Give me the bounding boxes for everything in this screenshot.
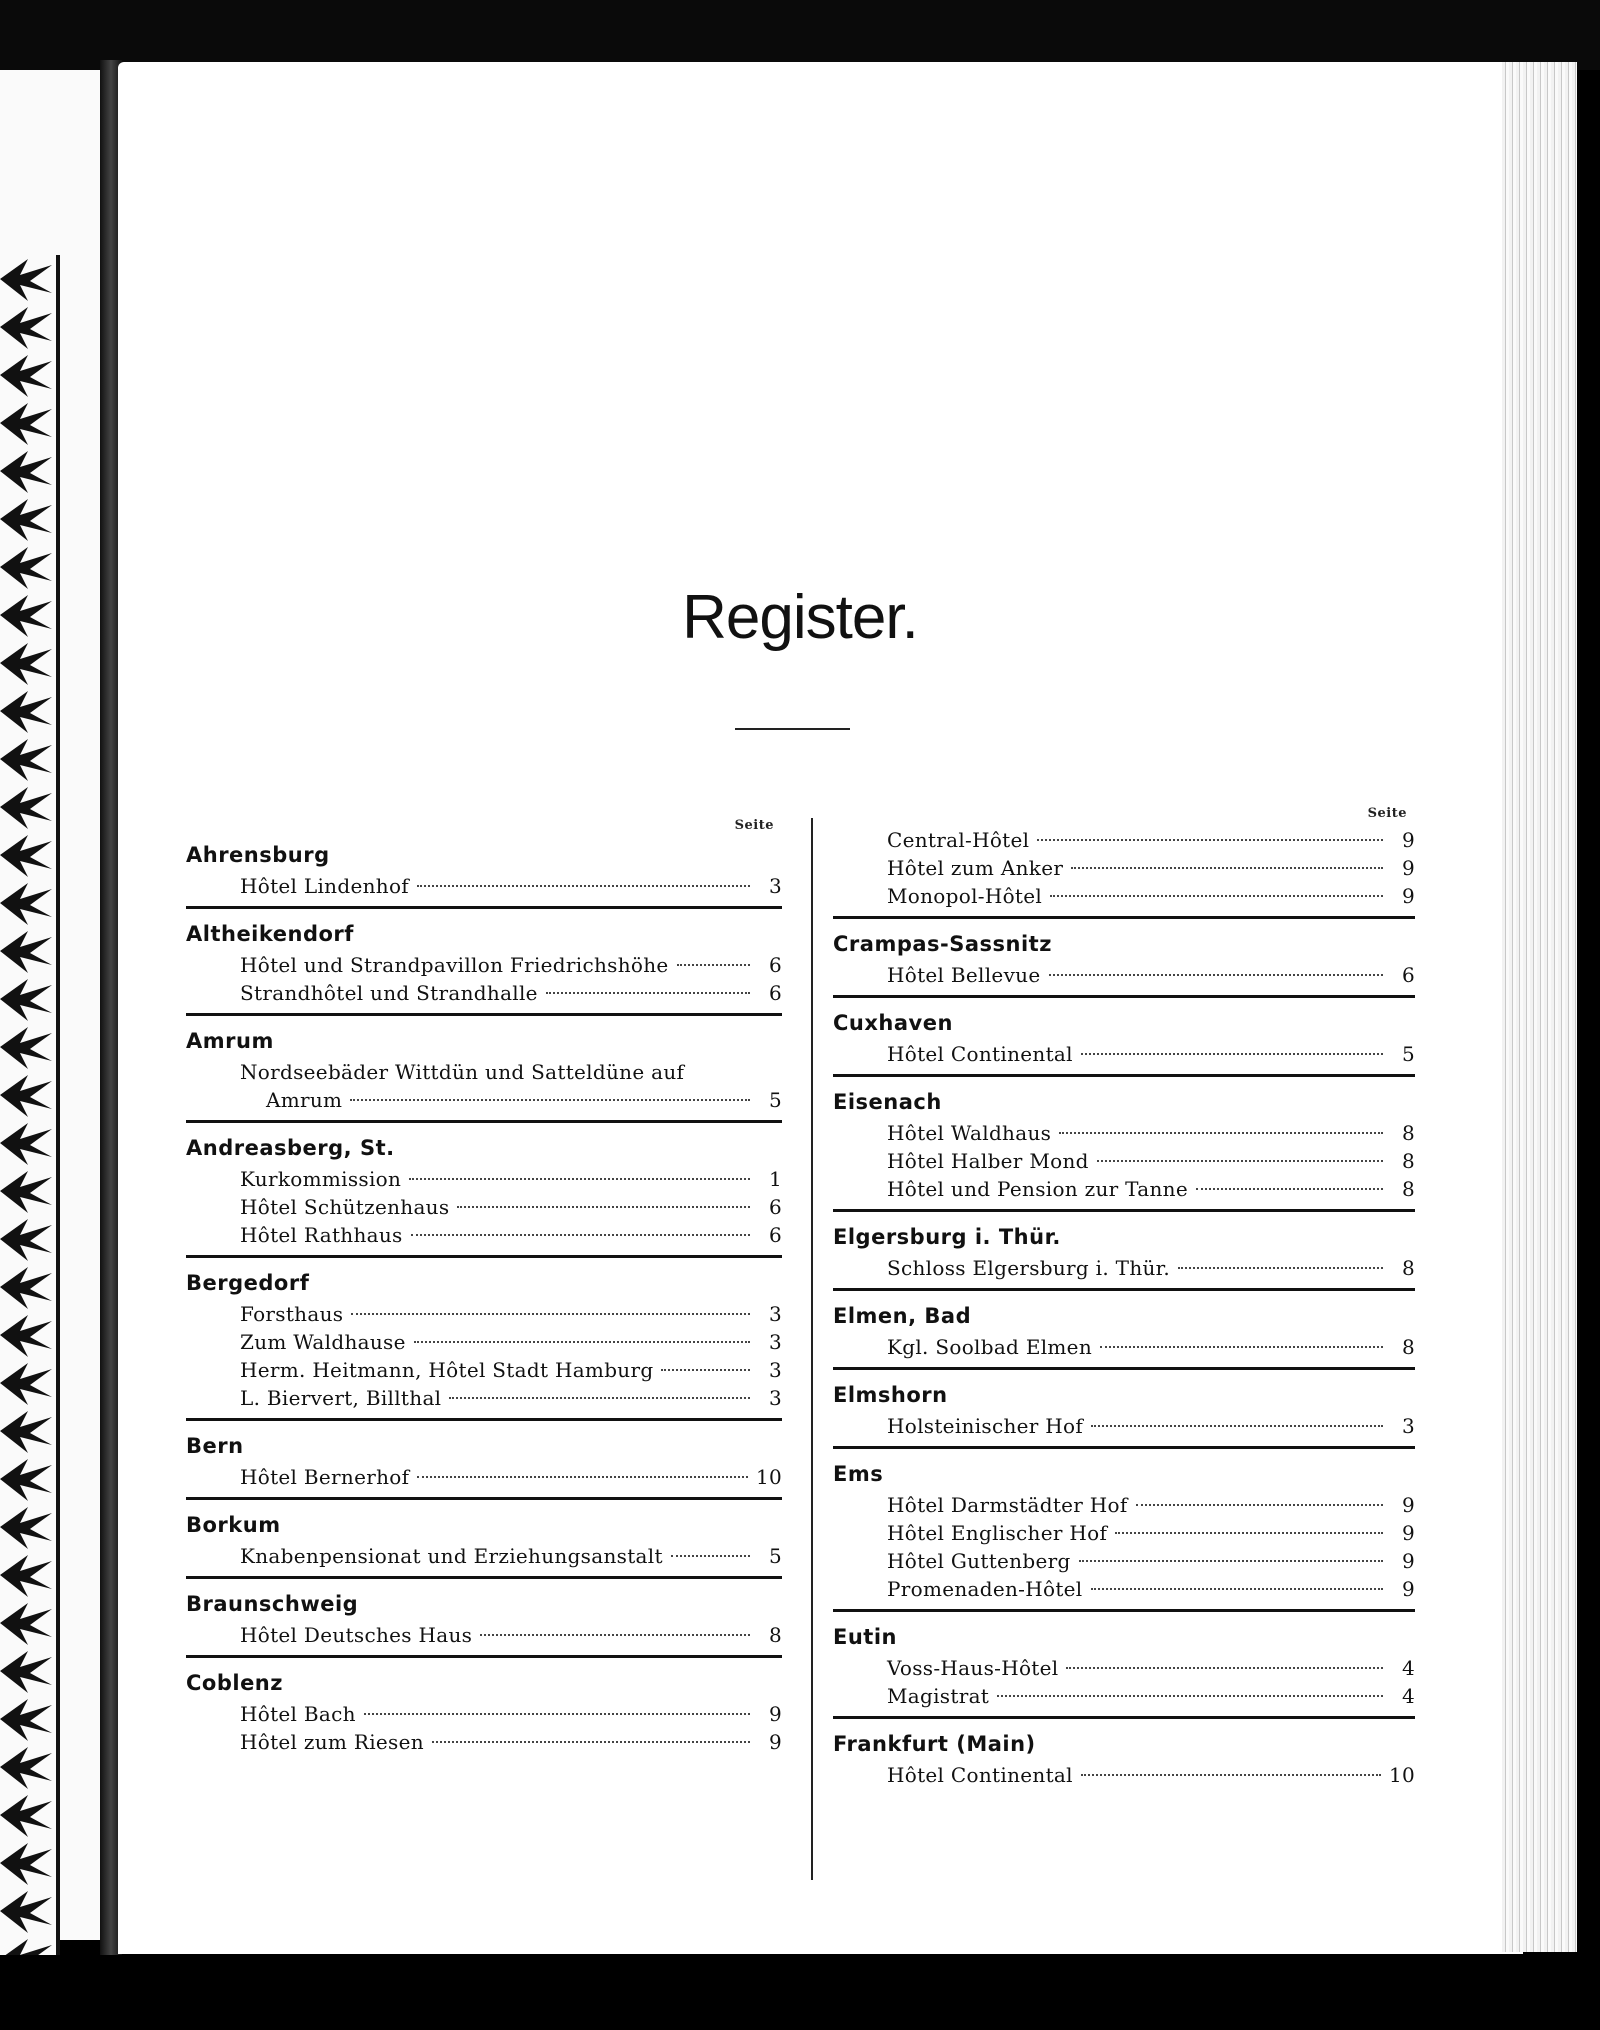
section-eutin [833,1620,1415,1719]
entry-page: 8 [1401,1149,1415,1173]
entry-label: Hôtel Halber Mond [887,1149,1089,1173]
leader-dots [1079,1560,1383,1562]
index-entry [833,1654,1415,1682]
entry-page: 3 [768,1358,782,1382]
entry-page: 8 [1401,1335,1415,1359]
entry-label: Hôtel und Pension zur Tanne [887,1177,1188,1201]
entry-page: 3 [768,1386,782,1410]
section-amrum [186,1024,782,1123]
entry-page: 4 [1401,1684,1415,1708]
leader-dots [1100,1346,1383,1348]
entry-page: 6 [768,981,782,1005]
section-braunschweig [186,1587,782,1658]
left-page-edge [0,70,112,1940]
entry-label: Hôtel Continental [887,1763,1073,1787]
entry-label: Hôtel Guttenberg [887,1549,1071,1573]
seite-label: Seite [1367,806,1407,821]
seite-label: Seite [734,818,774,833]
index-entry [833,1575,1415,1603]
right-column [833,806,1415,1795]
leader-dots [417,885,750,887]
leader-dots [1136,1504,1383,1506]
entry-page: 1 [768,1167,782,1191]
leaf-ornament-border [0,255,60,1955]
entry-label: Hôtel Schützenhaus [240,1195,450,1219]
index-entry [186,1058,782,1086]
entry-label: Hôtel Deutsches Haus [240,1623,473,1647]
index-entry [186,1356,782,1384]
section-altheikendorf [186,917,782,1016]
section-coblenz-continued [833,826,1415,919]
section-heading: Elmshorn [833,1383,948,1407]
title-rule [735,728,850,730]
index-entry [186,1328,782,1356]
entry-page: 3 [768,1302,782,1326]
leader-dots [1037,839,1383,841]
section-heading: Borkum [186,1513,281,1537]
index-entry [186,1221,782,1249]
entry-label: Nordseebäder Wittdün und Satteldüne auf [240,1060,685,1084]
index-entry [833,1491,1415,1519]
leader-dots [1115,1532,1383,1534]
entry-label: Schloss Elgersburg i. Thür. [887,1256,1171,1280]
leader-dots [449,1397,750,1399]
index-entry [833,1761,1415,1789]
entry-page: 5 [768,1088,782,1112]
leader-dots [661,1369,750,1371]
index-entry [186,1193,782,1221]
section-bern [186,1429,782,1500]
section-frankfurt-main [833,1727,1415,1795]
index-entry [833,1682,1415,1710]
index-entry [833,854,1415,882]
entry-label: Zum Waldhause [240,1330,406,1354]
entry-label: L. Biervert, Billthal [240,1386,442,1410]
index-entry [833,1147,1415,1175]
leader-dots [1097,1160,1383,1162]
section-ahrensburg [186,838,782,909]
index-entry [186,1621,782,1649]
entry-label: Hôtel zum Riesen [240,1730,424,1754]
leader-dots [997,1695,1383,1697]
column-divider [811,818,813,1880]
leader-dots [1081,1053,1383,1055]
entry-page: 8 [768,1623,782,1647]
section-elmshorn [833,1378,1415,1449]
index-entry [833,1175,1415,1203]
bottom-shadow-band [0,1955,1600,2030]
leader-dots [350,1099,750,1101]
index-entry [186,951,782,979]
leader-dots [414,1341,750,1343]
entry-page: 9 [1401,1577,1415,1601]
entry-page: 4 [1401,1656,1415,1680]
leader-dots [364,1713,750,1715]
index-entry [833,882,1415,910]
entry-page: 8 [1401,1121,1415,1145]
entry-page: 6 [768,1223,782,1247]
leader-dots [351,1313,750,1315]
leader-dots [1091,1588,1384,1590]
leader-dots [1178,1267,1383,1269]
leader-dots [671,1555,750,1557]
entry-label: Hôtel Bellevue [887,963,1041,987]
entry-label: Hôtel Englischer Hof [887,1521,1108,1545]
section-heading: Andreasberg, St. [186,1136,395,1160]
index-entry [186,1086,782,1114]
entry-label: Knabenpensionat und Erziehungsanstalt [240,1544,663,1568]
index-entry [186,1165,782,1193]
entry-label: Hôtel zum Anker [887,856,1064,880]
entry-page: 9 [1401,828,1415,852]
top-shadow-band [0,0,1600,70]
section-heading: Ahrensburg [186,843,330,867]
entry-label: Holsteinischer Hof [887,1414,1084,1438]
leader-dots [480,1634,750,1636]
entry-page: 6 [1401,963,1415,987]
entry-page: 9 [1401,1521,1415,1545]
section-heading: Elgersburg i. Thür. [833,1225,1061,1249]
section-heading: Eisenach [833,1090,942,1114]
index-entry [833,1119,1415,1147]
section-heading: Altheikendorf [186,922,354,946]
entry-label: Voss-Haus-Hôtel [887,1656,1059,1680]
entry-label: Promenaden-Hôtel [887,1577,1083,1601]
entry-page: 5 [1401,1042,1415,1066]
section-heading: Bergedorf [186,1271,310,1295]
entry-page: 10 [1388,1763,1415,1787]
section-heading: Elmen, Bad [833,1304,972,1328]
index-entry [186,1542,782,1570]
entry-label: Magistrat [887,1684,990,1708]
entry-label: Amrum [266,1088,343,1112]
entry-page: 9 [1401,856,1415,880]
entry-page: 9 [768,1702,782,1726]
section-andreasberg [186,1131,782,1258]
leader-dots [457,1206,750,1208]
index-entry [833,1040,1415,1068]
entry-label: Central-Hôtel [887,828,1030,852]
entry-label: Hôtel Lindenhof [240,874,410,898]
page-edges [1502,62,1577,1952]
leader-dots [1091,1425,1383,1427]
leader-dots [1081,1774,1381,1776]
leader-dots [1066,1667,1383,1669]
entry-label: Herm. Heitmann, Hôtel Stadt Hamburg [240,1358,654,1382]
entry-page: 9 [1401,1549,1415,1573]
leader-dots [417,1476,748,1478]
section-bergedorf [186,1266,782,1421]
index-entry [833,1254,1415,1282]
entry-label: Kurkommission [240,1167,402,1191]
entry-page: 8 [1401,1256,1415,1280]
index-entry [833,1519,1415,1547]
entry-label: Hôtel Darmstädter Hof [887,1493,1128,1517]
section-eisenach [833,1085,1415,1212]
entry-label: Hôtel Waldhaus [887,1121,1052,1145]
entry-page: 9 [1401,1493,1415,1517]
section-crampas-sassnitz [833,927,1415,998]
section-elgersburg [833,1220,1415,1291]
entry-label: Hôtel Bernerhof [240,1465,410,1489]
entry-label: Strandhôtel und Strandhalle [240,981,538,1005]
leaf-ornament-icon [0,255,56,1955]
entry-page: 10 [755,1465,782,1489]
leader-dots [1196,1188,1383,1190]
section-heading: Frankfurt (Main) [833,1732,1036,1756]
leader-dots [432,1741,750,1743]
entry-label: Hôtel Continental [887,1042,1073,1066]
section-elmen-bad [833,1299,1415,1370]
entry-page: 8 [1401,1177,1415,1201]
leader-dots [1059,1132,1383,1134]
entry-label: Kgl. Soolbad Elmen [887,1335,1092,1359]
entry-page: 6 [768,1195,782,1219]
entry-page: 9 [768,1730,782,1754]
section-heading: Ems [833,1462,884,1486]
index-entry [186,1728,782,1756]
leader-dots [409,1178,750,1180]
entry-label: Hôtel Bach [240,1702,356,1726]
entry-page: 3 [1401,1414,1415,1438]
section-heading: Crampas-Sassnitz [833,932,1052,956]
index-entry [186,1384,782,1412]
page-title: Register. [682,583,918,652]
index-entry [833,1547,1415,1575]
leader-dots [546,992,750,994]
section-heading: Cuxhaven [833,1011,953,1035]
leader-dots [1049,974,1384,976]
leader-dots [677,964,750,966]
index-entry [186,979,782,1007]
section-heading: Eutin [833,1625,897,1649]
entry-label: Forsthaus [240,1302,344,1326]
entry-label: Hôtel und Strandpavillon Friedrichshöhe [240,953,669,977]
leader-dots [1050,895,1383,897]
section-ems [833,1457,1415,1612]
index-entry [833,1333,1415,1361]
entry-page: 9 [1401,884,1415,908]
section-borkum [186,1508,782,1579]
section-heading: Coblenz [186,1671,283,1695]
section-cuxhaven [833,1006,1415,1077]
section-coblenz [186,1666,782,1762]
index-entry [186,1463,782,1491]
section-heading: Braunschweig [186,1592,359,1616]
entry-page: 3 [768,1330,782,1354]
index-entry [186,872,782,900]
index-entry [833,826,1415,854]
index-entry [186,1300,782,1328]
section-heading: Amrum [186,1029,274,1053]
index-entry [833,1412,1415,1440]
index-entry [186,1700,782,1728]
left-column [186,818,782,1762]
entry-page: 5 [768,1544,782,1568]
leader-dots [411,1234,750,1236]
entry-page: 6 [768,953,782,977]
entry-page: 3 [768,874,782,898]
index-entry [833,961,1415,989]
section-heading: Bern [186,1434,244,1458]
entry-label: Monopol-Hôtel [887,884,1043,908]
leader-dots [1071,867,1383,869]
entry-label: Hôtel Rathhaus [240,1223,403,1247]
